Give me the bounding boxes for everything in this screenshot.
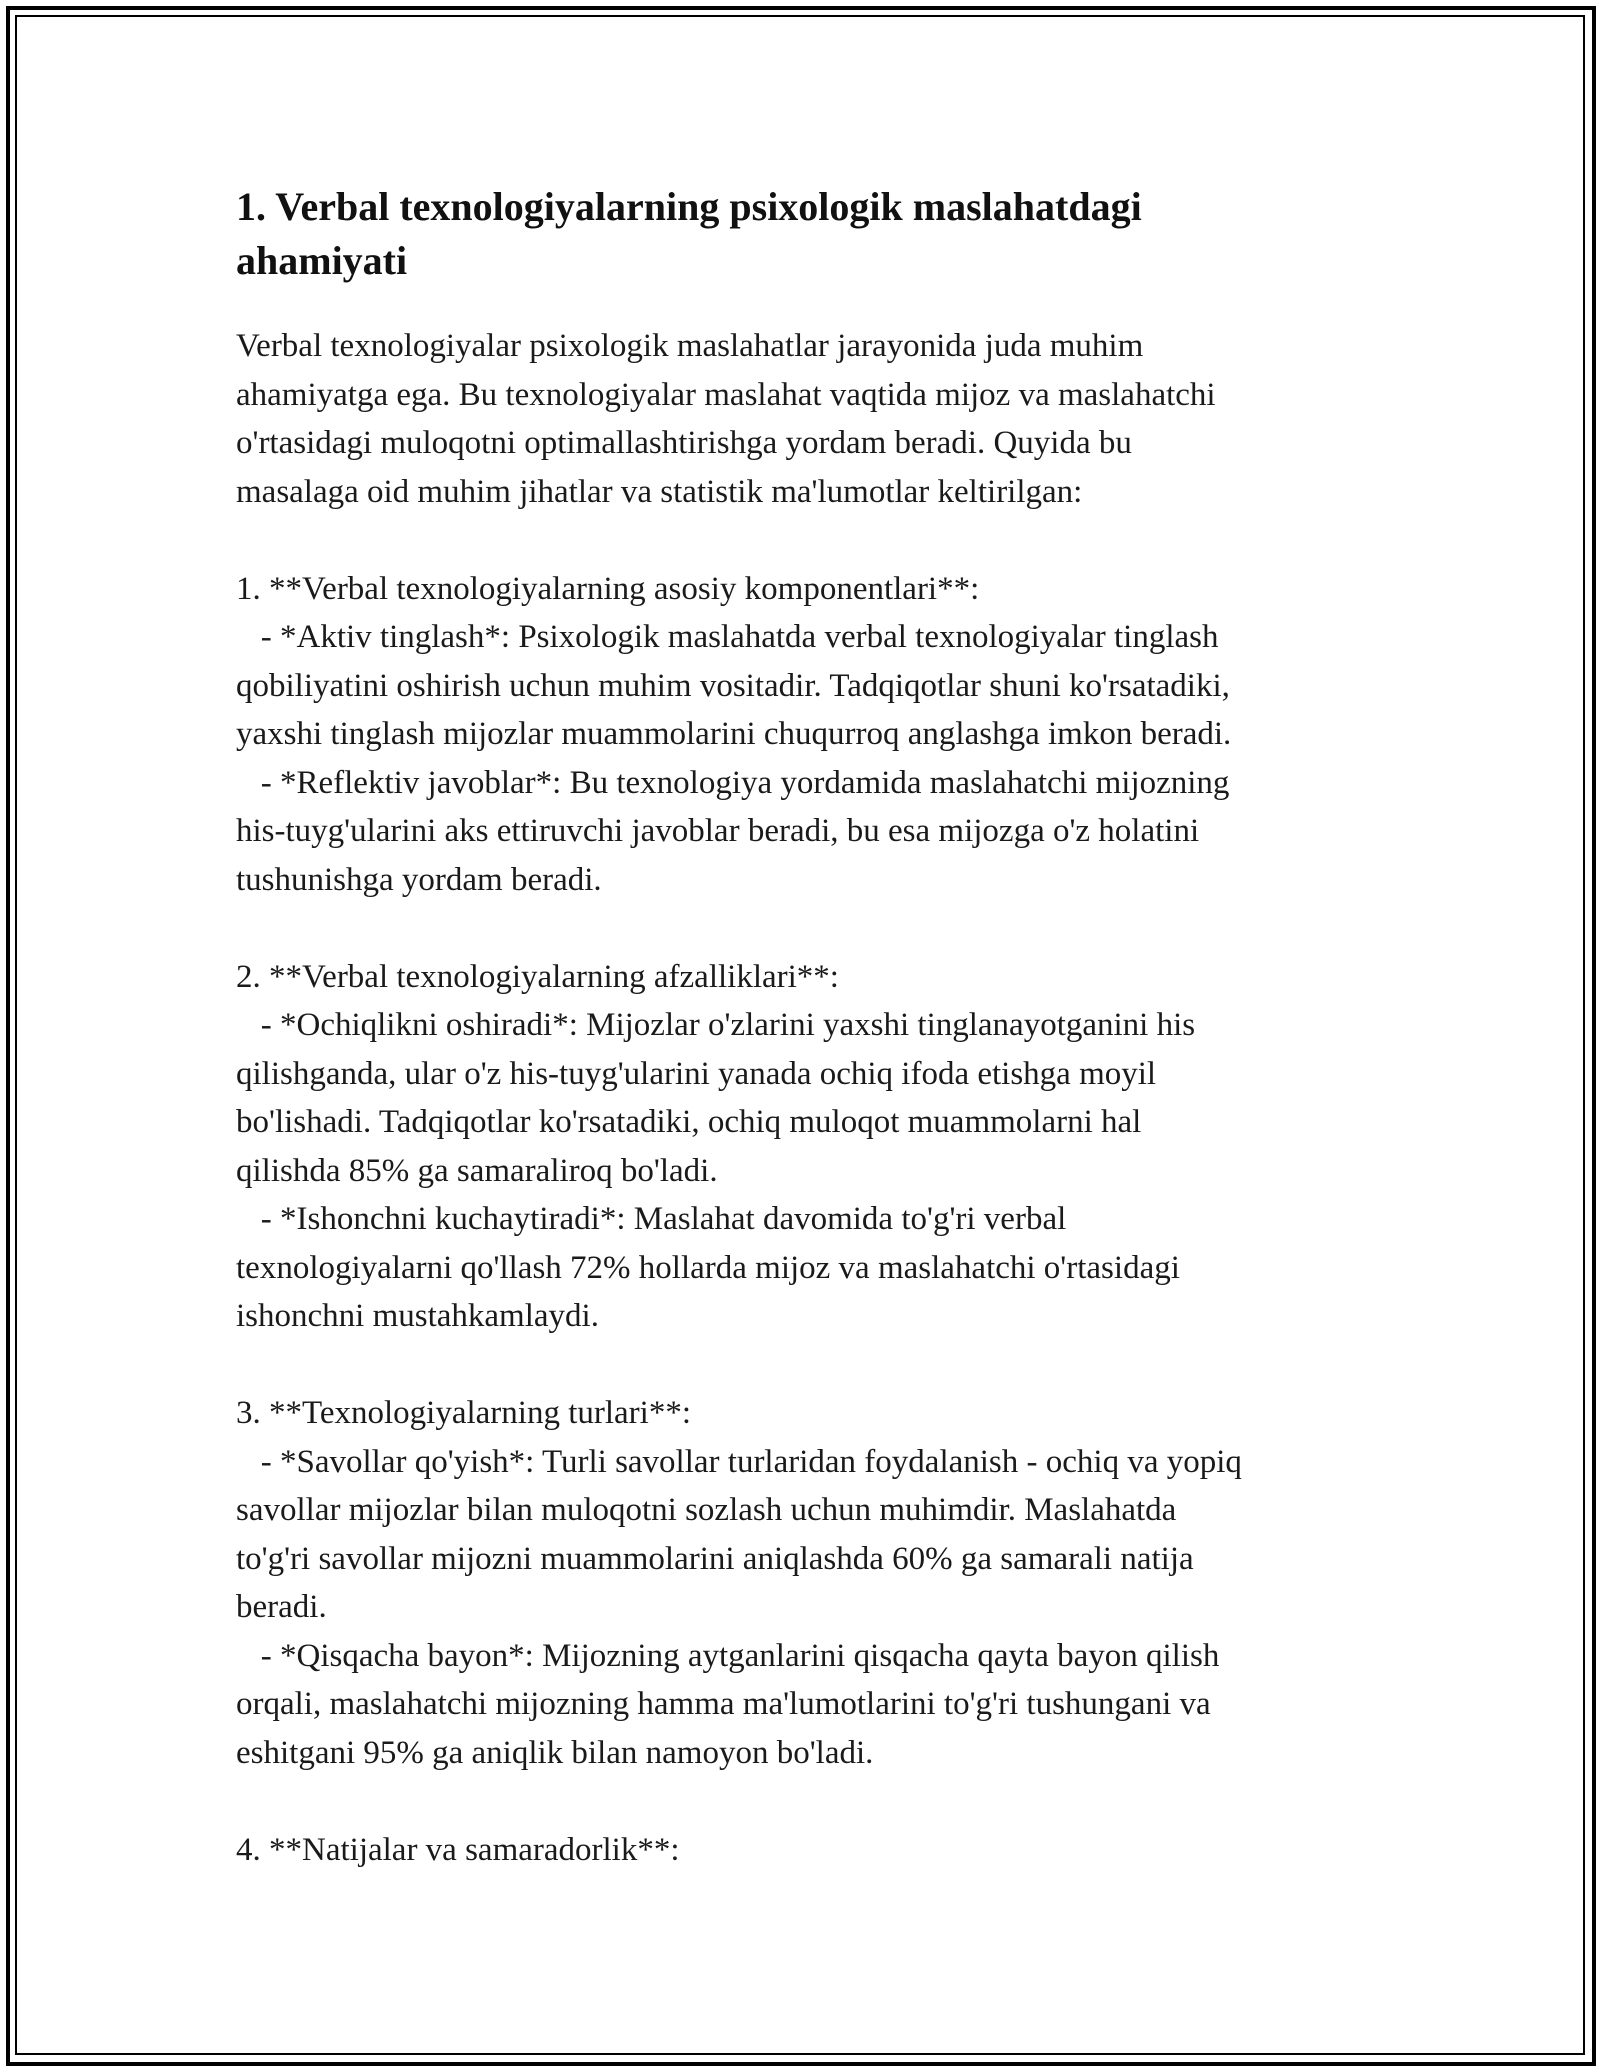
document-content [236,180,1366,1874]
document-body-text: Verbal texnologiyalar psixologik maslahatlar jarayonida juda muhim ahamiyatga ega. Bu texnologiyalar maslahat vaqtida mijoz va maslahatchi o'rtasidagi muloqotni optimallashtirishga yordam beradi. Quyida bu masalaga oid muhim jihatlar va statistik ma'lumotlar keltirilgan: 1. **Verbal texnologiyalarning asosiy komponentlari**: - *Aktiv tinglash*: Psixologik maslahatda verbal texnologiyalar tinglash qobiliyatini oshirish uchun muhim vositadir. Tadqiqotlar shuni ko'rsatadiki, yaxshi tinglash mijozlar muammolarini chuqurroq anglashga imkon beradi. - *Reflektiv javoblar*: Bu texnologiya yordamida maslahatchi mijozning his-tuyg'ularini aks ettiruvchi javoblar beradi, bu esa mijozga o'z holatini tushunishga yordam beradi. 2. **Verbal texnologiyalarning afzalliklari**: - *Ochiqlikni oshiradi*: Mijozlar o'zlarini yaxshi tinglanayotganini his qilishganda, ular o'z his-tuyg'ularini yanada ochiq ifoda etishga moyil bo'lishadi. Tadqiqotlar ko'rsatadiki, ochiq muloqot muammolarni hal qilishda 85% ga samaraliroq bo'ladi. - *Ishonchni kuchaytiradi*: Maslahat davomida to'g'ri verbal texnologiyalarni qo'llash 72% hollarda mijoz va maslahatchi o'rtasidagi ishonchni mustahkamlaydi. 3. **Texnologiyalarning turlari**: - *Savollar qo'yish*: Turli savollar turlaridan foydalanish - ochiq va yopiq savollar mijozlar bilan muloqotni sozlash uchun muhimdir. Maslahatda to'g'ri savollar mijozni muammolarini aniqlashda 60% ga samarali natija beradi. - *Qisqacha bayon*: Mijozning aytganlarini qisqacha qayta bayon qilish orqali, maslahatchi mijozning hamma ma'lumotlarini to'g'ri tushungani va eshitgani 95% ga aniqlik bilan namoyon bo'ladi. 4. **Natijalar va samaradorlik**: [236,328,1242,1868]
document-heading: 1. Verbal texnologiyalarning psixologik maslahatdagi ahamiyati [236,184,1142,283]
